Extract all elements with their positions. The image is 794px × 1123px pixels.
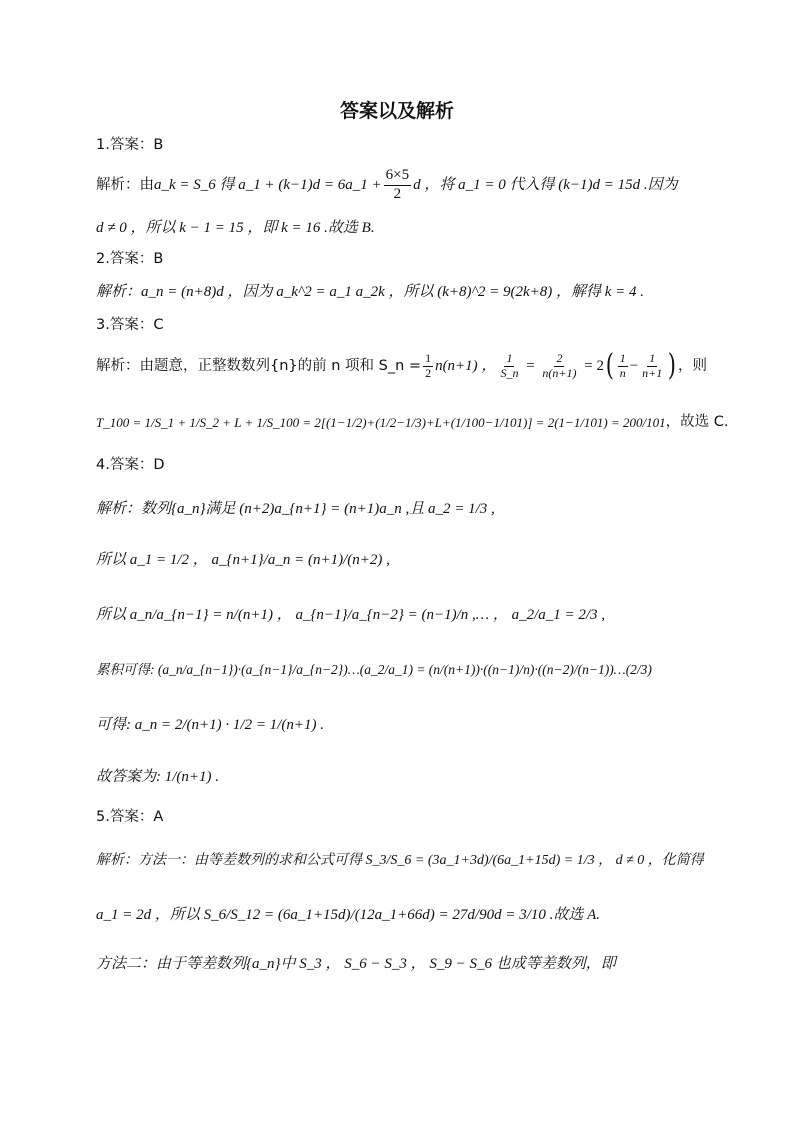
q1-solution-line2: d ≠ 0 ，所以 k − 1 = 15 ，即 k = 16 .故选 B. (96, 220, 375, 236)
q4-sol2: 所以 a_1 = 1/2 ， a_{n+1}/a_n = (n+1)/(n+2) , (96, 551, 390, 568)
q5-m1b: a_1 = 2d ，所以 S_6/S_12 = (6a_1+15d)/(12a_1+66d) = 27d/90d = 3/10 .故选 A. (96, 906, 601, 923)
q4-sol1: 解析：数列{a_n}满足 (n+2)a_{n+1} = (n+1)a_n ,且 a_2 = 1/3 , (96, 500, 495, 517)
q4-answer: 4.答案：D (96, 457, 165, 473)
q1-frac-num: 6×5 (384, 167, 411, 185)
q1-part2: d ，将 a_1 = 0 代入得 (k−1)d = 15d .因为 (413, 176, 678, 193)
q4-sol3: 所以 a_n/a_{n−1} = n/(n+1) ， a_{n−1}/a_{n−2} = (n−1)/n ,… ， a_2/a_1 = 2/3 , (96, 606, 606, 623)
q3-half-den: 2 (425, 365, 432, 380)
q1-part1: a_k = S_6 得 a_1 + (k−1)d = 6a_1 + (154, 176, 382, 193)
q3-then: ，则 (677, 357, 707, 374)
q3-t100: T_100 = 1/S_1 + 1/S_2 + L + 1/S_100 = 2[(1−1/2)+(1/2−1/3)+L+(1/100−1/101)] = 2(1−1/101) = 200/101 (96, 414, 666, 430)
q4-sol4: 累积可得: (a_n/a_{n−1})·(a_{n−1}/a_{n−2})…(a_2/a_1) = (n/(n+1))·((n−1)/n)·((n−2)/(n−1))…(2/3) (96, 662, 652, 678)
q3-solution-line1: 解析：由题意，正整数数列{n}的前 n 项和 S_n = $\frac{1}{2}$ n(n+1) ， $\frac{1}{S\_n}$ = $\frac{2}{n(n+1)}$ = 2 ( $\frac{1}{n}$ − $\frac{1}{n+1}$ ) ，则 (96, 348, 707, 383)
q5-m1-line (96, 846, 706, 876)
q1-frac-den: 2 (393, 185, 402, 202)
q3-t100-line (96, 402, 729, 442)
q3-eq-den: n(n+1) (542, 365, 577, 380)
q4-sol2-line (96, 545, 706, 575)
q1-sol-prefix: 解析：由 (96, 176, 154, 193)
q1-answer: 1.答案：B (96, 137, 164, 153)
q5-m1: 解析：方法一：由等差数列的求和公式可得 S_3/S_6 = (3a_1+3d)/(6a_1+15d) = 1/3 ， d ≠ 0 ，化简得 (96, 853, 704, 868)
q3-eq-fraction (540, 352, 578, 381)
q1-fraction (384, 167, 411, 203)
q5-m2: 方法二：由于等差数列{a_n}中 S_3 ， S_6 − S_3 ， S_9 − S_6 也成等差数列，即 (96, 955, 616, 972)
q4-sol5: 可得: a_n = 2/(n+1) · 1/2 = 1/(n+1) . (96, 716, 324, 733)
q1-solution-line1 (96, 168, 706, 202)
q3-inv-num: 1 (506, 350, 513, 365)
q4-sol4-line (96, 655, 706, 685)
q2-solution: 解析：a_n = (n+8)d ，因为 a_k^2 = a_1 a_2k ，所以 (k+8)^2 = 9(2k+8) ，解得 k = 4 . (96, 284, 645, 300)
q4-sol5-line (96, 710, 706, 740)
q4-sol1-line (96, 494, 706, 524)
q3-eq-num: 2 (556, 350, 563, 365)
q5-m1b-line (96, 900, 706, 930)
q2-answer: 2.答案：B (96, 251, 164, 267)
q4-sol6-line (96, 762, 706, 792)
q3-half-num: 1 (425, 350, 432, 365)
page-title: 答案以及解析 (339, 100, 454, 122)
q3-conclude: ，故选 C. (665, 413, 729, 430)
q3-sol-mid: n(n+1) ， (435, 357, 497, 374)
q3-inv-fraction (498, 352, 520, 381)
q3-inv-den: S_n (500, 365, 519, 380)
q4-sol6: 故答案为: 1/(n+1) . (96, 768, 220, 785)
q5-answer: 5.答案：A (96, 809, 164, 825)
q3-half-fraction (423, 352, 433, 381)
q3-sol-start: 解析：由题意，正整数数列{n}的前 n 项和 S_n = (96, 357, 422, 374)
q3-answer: 3.答案：C (96, 317, 164, 333)
q5-m2-line (96, 952, 706, 976)
q4-sol3-line (96, 600, 706, 630)
